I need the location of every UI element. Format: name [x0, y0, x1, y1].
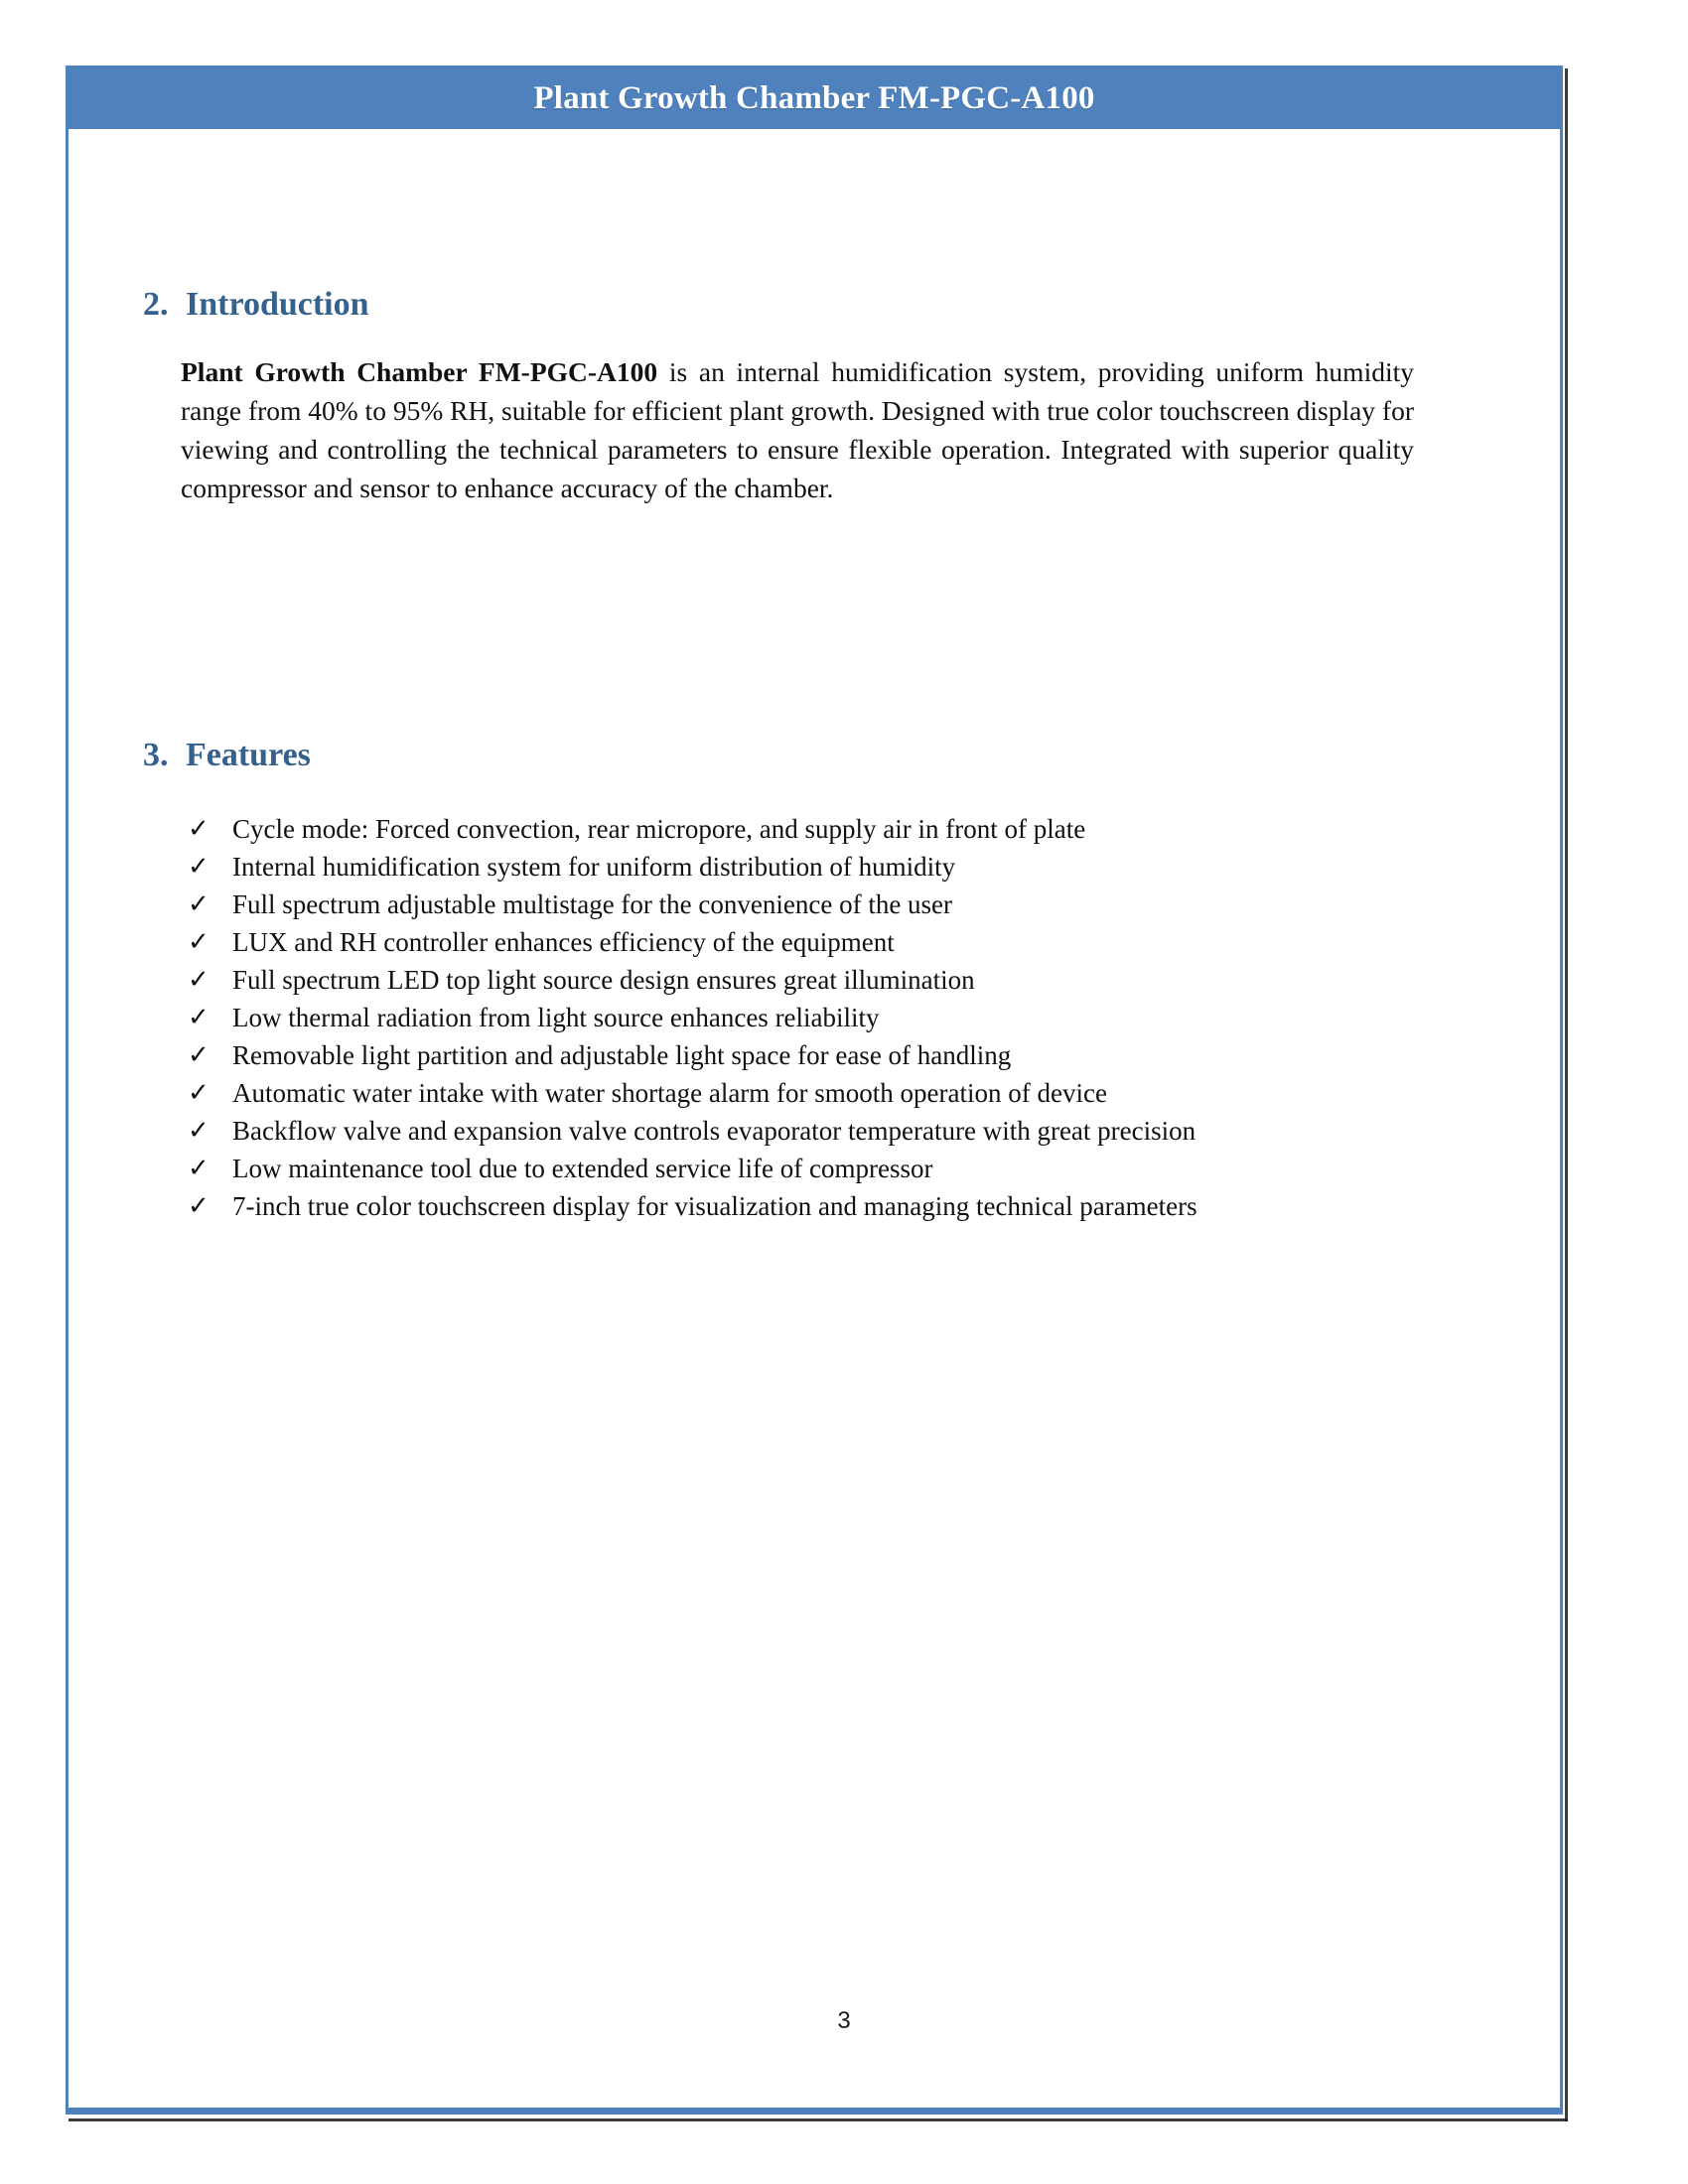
feature-list-item — [188, 811, 1349, 848]
checkmark-icon: ✓ — [188, 965, 210, 995]
checkmark-icon: ✓ — [188, 927, 210, 957]
feature-list-item-label: Low maintenance tool due to extended service life of compressor — [232, 1154, 933, 1184]
heading-introduction-number: 2. — [143, 286, 169, 323]
feature-list-item-label: Removable light partition and adjustable light space for ease of handling — [232, 1040, 1012, 1071]
checkmark-icon: ✓ — [188, 1003, 210, 1032]
feature-list-item-label: Cycle mode: Forced convection, rear micropore, and supply air in front of plate — [232, 814, 1086, 845]
feature-list-item-label: Full spectrum LED top light source design ensures great illumination — [232, 965, 975, 996]
introduction-paragraph-rest: is an internal humidification system, providing uniform humidity range from 40% to 95% RH, suitable for efficient plant growth. Designed with true color touchscreen display for viewing and controlling the technical parameters to ensure flexible operation. Integrated with superior quality compressor and sensor to enhance accuracy of the chamber. — [181, 356, 1414, 504]
checkmark-icon: ✓ — [188, 852, 210, 882]
feature-list-item-label: Backflow valve and expansion valve controls evaporator temperature with great precision — [232, 1116, 1196, 1147]
section-introduction — [69, 285, 1560, 507]
page-frame-shadow-right — [1565, 68, 1568, 2121]
heading-introduction-title: Introduction — [186, 286, 369, 323]
checkmark-icon: ✓ — [188, 1191, 210, 1221]
feature-list-item — [188, 1188, 1349, 1225]
feature-list-item-label: LUX and RH controller enhances efficiency of the equipment — [232, 927, 895, 958]
introduction-paragraph — [181, 352, 1414, 507]
heading-features — [143, 736, 1560, 774]
heading-features-title: Features — [186, 737, 311, 774]
feature-list-item — [188, 887, 1349, 923]
feature-list-item-label: Internal humidification system for uniform distribution of humidity — [232, 852, 956, 883]
checkmark-icon: ✓ — [188, 1116, 210, 1146]
checkmark-icon: ✓ — [188, 814, 210, 844]
feature-list-item-label: Full spectrum adjustable multistage for the convenience of the user — [232, 889, 953, 920]
feature-list-item — [188, 924, 1349, 961]
heading-introduction — [143, 285, 1560, 324]
checkmark-icon: ✓ — [188, 1078, 210, 1108]
feature-list-item-label: 7-inch true color touchscreen display for visualization and managing technical parameters — [232, 1191, 1197, 1222]
feature-list-item-label: Automatic water intake with water shortage alarm for smooth operation of device — [232, 1078, 1107, 1109]
feature-list-item — [188, 1113, 1349, 1150]
introduction-paragraph-lead: Plant Growth Chamber FM-PGC-A100 — [181, 356, 658, 388]
checkmark-icon: ✓ — [188, 1154, 210, 1183]
page-frame-shadow-bottom — [69, 2118, 1568, 2121]
feature-list-item — [188, 962, 1349, 999]
checkmark-icon: ✓ — [188, 889, 210, 919]
document-content — [69, 129, 1560, 2115]
feature-list-item — [188, 1037, 1349, 1074]
feature-list-item — [188, 1000, 1349, 1036]
feature-list-item — [188, 1075, 1349, 1112]
section-features — [69, 736, 1560, 1225]
page-number-footer: 3 — [837, 2007, 851, 2034]
page-header-banner — [66, 68, 1563, 129]
features-list — [69, 811, 1349, 1225]
feature-list-item — [188, 849, 1349, 886]
checkmark-icon: ✓ — [188, 1040, 210, 1070]
heading-features-number: 3. — [143, 737, 169, 774]
page-header-title: Plant Growth Chamber FM-PGC-A100 — [533, 79, 1095, 116]
feature-list-item-label: Low thermal radiation from light source enhances reliability — [232, 1003, 880, 1033]
feature-list-item — [188, 1151, 1349, 1187]
